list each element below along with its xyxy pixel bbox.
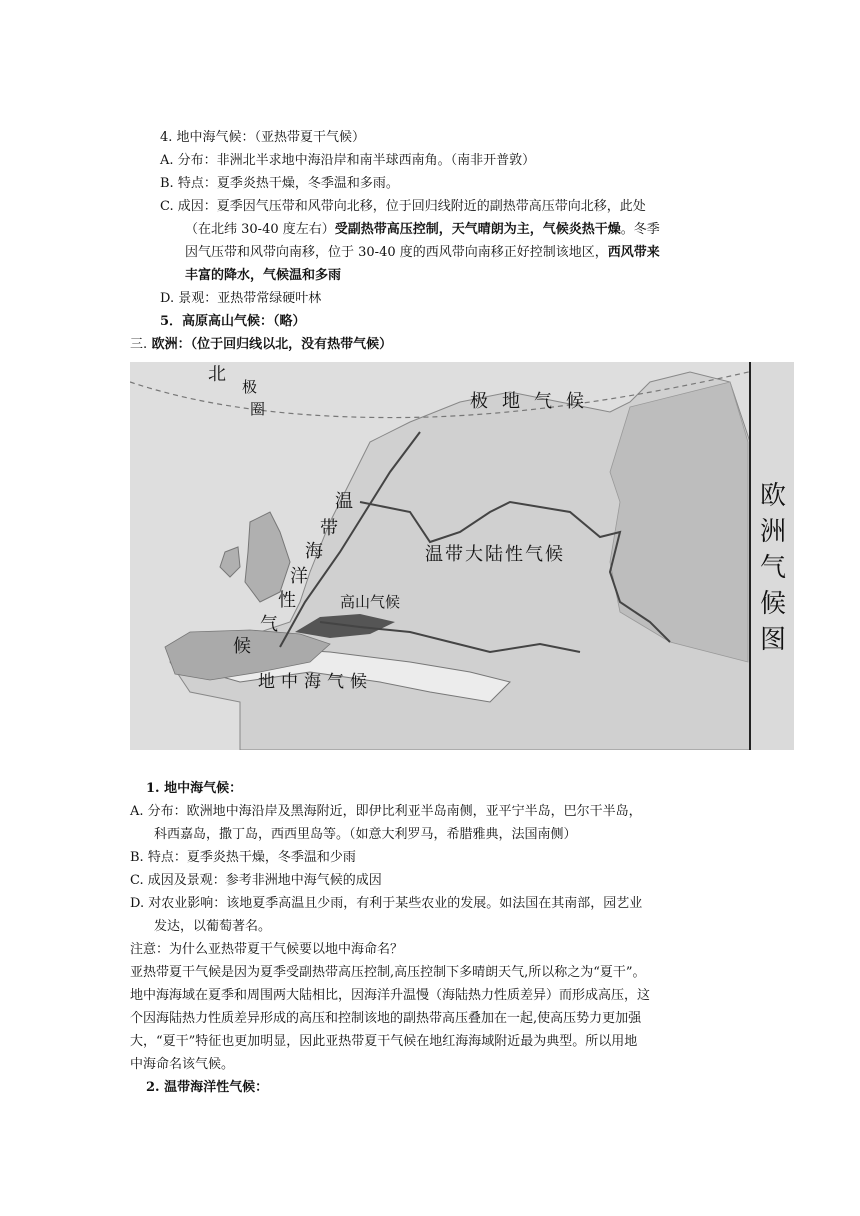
note-paragraph-2: 地中海海域在夏季和周围两大陆相比，因海洋升温慢（海陆热力性质差异）而形成高压，这 bbox=[130, 988, 651, 1003]
eu-distribution-line2: 科西嘉岛，撒丁岛，西西里岛等。（如意大利罗马，希腊雅典，法国南侧） bbox=[154, 827, 577, 842]
note-paragraph-5: 中海命名该气候。 bbox=[130, 1057, 235, 1072]
map-title-1: 欧 bbox=[760, 481, 787, 511]
eu-agri-line2: 发达，以葡萄著名。 bbox=[154, 919, 272, 934]
eu-cause-item: C. 成因及景观：参考非洲地中海气候的成因 bbox=[130, 873, 382, 888]
map-title-2: 洲 bbox=[760, 517, 787, 547]
distribution-item: A. 分布：非洲北半求地中海沿岸和南半球西南角。（南非开普敦） bbox=[160, 153, 536, 168]
continental-climate-label: 温带大陆性气候 bbox=[425, 544, 565, 565]
eu-feature-item: B. 特点：夏季炎热干燥，冬季温和少雨 bbox=[130, 850, 356, 865]
europe-climate-map bbox=[130, 362, 794, 750]
marine-label-1: 温 bbox=[335, 491, 353, 512]
feature-item: B. 特点：夏季炎热干燥，冬季温和多雨。 bbox=[160, 176, 399, 191]
cause-item-line3: 因气压带和风带向南移，位于 30-40 度的西风带向南移正好控制该地区，西风带来 bbox=[185, 245, 660, 260]
polar-climate-label: 极地气候 bbox=[470, 391, 598, 412]
note-paragraph-3: 个因海陆热力性质差异形成的高压和控制该地的副热带高压叠加在一起,使高压势力更加强 bbox=[130, 1011, 642, 1026]
cause-item-line1: C. 成因：夏季因气压带和风带向北移，位于回归线附近的副热带高压带向北移，此处 bbox=[160, 199, 646, 214]
marine-label-2: 带 bbox=[320, 518, 338, 539]
europe-2-title: 2. 温带海洋性气候： bbox=[146, 1080, 269, 1095]
mediterranean-climate-label: 地中海气候 bbox=[258, 672, 373, 692]
cause-item-line2: （在北纬 30-40 度左右）受副热带高压控制，天气晴朗为主，气候炎热干燥。冬季 bbox=[185, 222, 660, 237]
section-5-title: 5．高原高山气候：（略） bbox=[160, 314, 306, 329]
arctic-label-3: 圈 bbox=[250, 400, 266, 418]
marine-label-6: 气 bbox=[260, 614, 278, 635]
map-title-3: 气 bbox=[760, 553, 787, 583]
alpine-climate-label: 高山气候 bbox=[340, 593, 401, 611]
landscape-item: D. 景观：亚热带常绿硬叶林 bbox=[160, 291, 322, 306]
eu-distribution-line1: A. 分布：欧洲地中海沿岸及黑海附近，即伊比利亚半岛南侧，亚平宁半岛，巴尔干半岛， bbox=[130, 804, 642, 819]
marine-label-5: 性 bbox=[278, 590, 296, 611]
europe-1-title: 1. 地中海气候： bbox=[146, 781, 243, 796]
eu-agri-line1: D. 对农业影响：该地夏季高温且少雨，有利于某些农业的发展。如法国在其南部，园艺业 bbox=[130, 896, 643, 911]
marine-label-3: 海 bbox=[305, 541, 323, 562]
map-title-5: 图 bbox=[760, 625, 787, 655]
arctic-label-1: 北 bbox=[208, 364, 226, 385]
map-title-4: 候 bbox=[760, 589, 787, 619]
marine-label-4: 洋 bbox=[290, 566, 308, 587]
arctic-label-2: 极 bbox=[242, 378, 258, 396]
cause-item-line4: 丰富的降水，气候温和多雨 bbox=[185, 268, 342, 283]
europe-heading: 三. 欧洲：（位于回归线以北，没有热带气候） bbox=[130, 337, 393, 352]
marine-label-7: 候 bbox=[233, 636, 251, 657]
note-paragraph-1: 亚热带夏干气候是因为夏季受副热带高压控制,高压控制下多晴朗天气,所以称之为“夏干”。 bbox=[130, 965, 646, 980]
note-question: 注意：为什么亚热带夏干气候要以地中海命名？ bbox=[130, 942, 404, 957]
note-paragraph-4: 大，“夏干”特征也更加明显，因此亚热带夏干气候在地红海海域附近最为典型。所以用地 bbox=[130, 1034, 638, 1049]
section-4-title: 4. 地中海气候：（亚热带夏干气候） bbox=[160, 130, 366, 145]
